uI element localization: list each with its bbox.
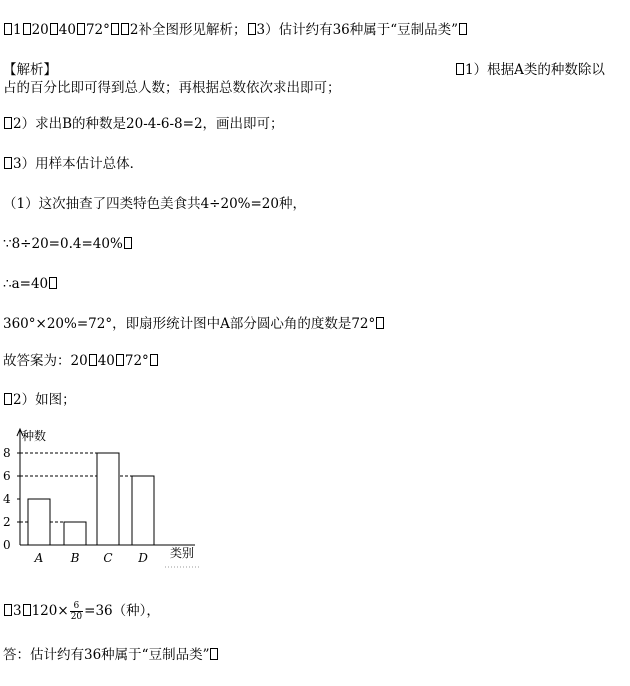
x-tick-label: B <box>70 551 80 565</box>
x-tick-label: D <box>138 551 148 565</box>
missing-glyph <box>459 23 467 35</box>
missing-glyph <box>248 23 256 35</box>
answer-summary-line: 1 20 40 72° 2补全图形见解析； 3）估计约有36种属于“豆制品类” <box>3 22 468 38</box>
analysis-heading: 【解析】 <box>3 62 57 78</box>
bar-c <box>97 453 119 545</box>
bar-a <box>28 499 50 545</box>
bar-b <box>64 522 86 545</box>
missing-glyph <box>4 393 12 405</box>
missing-glyph <box>210 648 218 660</box>
solution-part-3: 3 120× $\frac{6}{20}$ =36（种）， <box>3 600 160 622</box>
missing-glyph <box>121 23 129 35</box>
missing-glyph <box>4 23 12 35</box>
solution-line-1: （1）这次抽查了四类特色美食共4÷20%=20种， <box>3 196 306 212</box>
analysis-line-1: 1）根据A类的种数除以 <box>455 62 605 78</box>
final-answer: 答：估计约有36种属于“豆制品类” <box>3 647 219 663</box>
bar-d <box>132 476 154 545</box>
y-tick-label: 4 <box>3 492 11 506</box>
solution-line-2: ∵8÷20=0.4=40% <box>3 236 133 252</box>
missing-glyph <box>111 23 119 35</box>
solution-line-4: 360°×20%=72°，即扇形统计图中A部分圆心角的度数是72° <box>3 316 385 332</box>
x-axis-label: 类别 <box>170 546 195 560</box>
missing-glyph <box>77 23 85 35</box>
bar-chart <box>0 420 210 570</box>
missing-glyph <box>50 23 58 35</box>
missing-glyph <box>23 23 31 35</box>
missing-glyph <box>4 604 12 616</box>
x-tick-label: A <box>34 551 44 565</box>
y-tick-label: 6 <box>3 469 11 483</box>
missing-glyph <box>23 604 31 616</box>
y-tick-label: 0 <box>3 538 11 552</box>
y-tick-label: 2 <box>3 515 11 529</box>
fraction: $\frac{6}{20}$ <box>70 601 83 622</box>
solution-line-3: ∴a=40 <box>3 276 58 292</box>
missing-glyph <box>124 237 132 249</box>
missing-glyph <box>376 317 384 329</box>
missing-glyph <box>456 63 464 75</box>
solution-part-2: 2）如图； <box>3 392 76 408</box>
missing-glyph <box>4 117 12 129</box>
y-tick-label: 8 <box>3 446 11 460</box>
missing-glyph <box>89 354 97 366</box>
missing-glyph <box>4 157 12 169</box>
missing-glyph <box>116 354 124 366</box>
analysis-step-2: 2）求出B的种数是20-4-6-8=2，画出即可； <box>3 116 284 132</box>
analysis-line-2: 占的百分比即可得到总人数；再根据总数依次求出即可； <box>3 80 341 96</box>
solution-answer-line: 故答案为：20 40 72° <box>3 353 159 369</box>
missing-glyph <box>49 277 57 289</box>
analysis-step-3: 3）用样本估计总体． <box>3 156 143 172</box>
y-axis-label: 种数 <box>22 429 47 443</box>
missing-glyph <box>150 354 158 366</box>
x-tick-label: C <box>103 551 113 565</box>
